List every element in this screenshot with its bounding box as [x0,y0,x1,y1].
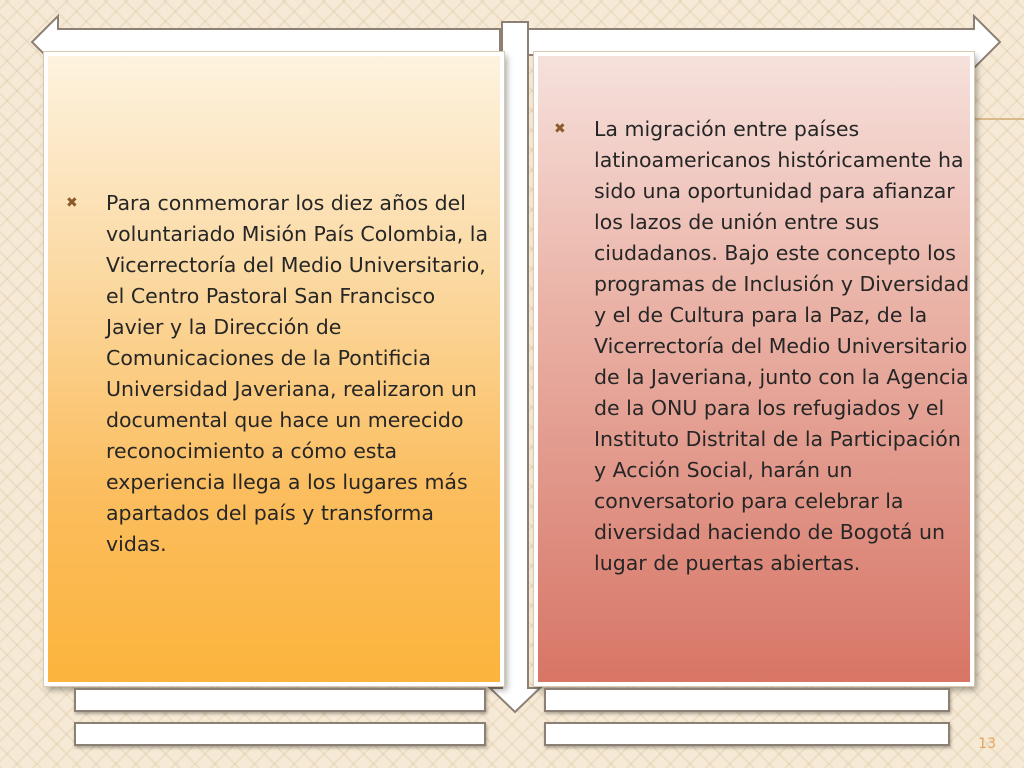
right-bullet-list [550,114,970,579]
left-tray-lower [74,722,486,746]
left-content-panel [44,52,504,686]
left-bullet-item [62,188,492,560]
slide-number: 13 [978,736,996,752]
x-bullet-icon: ✖ [66,195,78,211]
left-panel-text: Para conmemorar los diez años del voluntariado Misión País Colombia, la Vicerrectoría del Medio Universitario, el Centro Pastoral San Francisco Javier y la Dirección de Comunicaciones de la Pontificia Universidad Javeriana, realizaron un documental que hace un merecido reconocimiento a cómo esta experiencia llega a los lugares más apartados del país y transforma vidas. [106,191,489,556]
right-tray-lower [544,722,950,746]
right-bullet-item [550,114,970,579]
left-bullet-list [62,188,492,560]
right-content-panel [534,52,974,686]
left-tray-upper [74,688,486,712]
x-bullet-icon: ✖ [554,121,566,137]
right-tray-upper [544,688,950,712]
right-panel-text: La migración entre países latinoamericanos históricamente ha sido una oportunidad para afianzar los lazos de unión entre sus ciudadanos. Bajo este concepto los programas de Inclusión y Diversidad y el de Cultura para la Paz, de la Vicerrectoría del Medio Universitario de la Javeriana, junto con la Agencia de la ONU para los refugiados y el Instituto Distrital de la Participación y Acción Social, harán un conversatorio para celebrar la diversidad haciendo de Bogotá un lugar de puertas abiertas. [594,117,970,575]
